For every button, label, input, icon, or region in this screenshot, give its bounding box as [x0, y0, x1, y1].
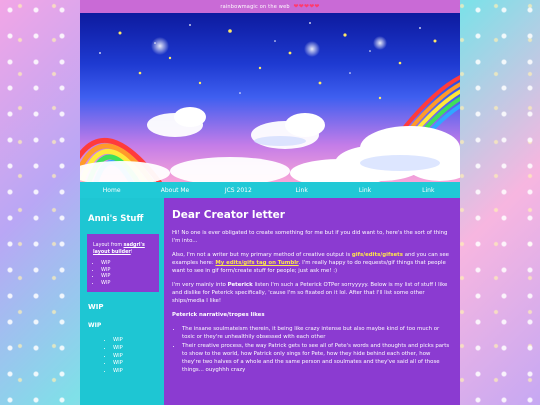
list-item: • WIP [113, 337, 159, 345]
sidebar-list [87, 337, 159, 376]
rainbow-sky-illustration [80, 13, 460, 182]
main-area [80, 198, 460, 405]
top-nav [80, 182, 460, 198]
likes-list [172, 325, 450, 374]
peterick-paragraph [172, 281, 450, 305]
sidebar-section-subtitle: WIP [88, 322, 102, 329]
sidebar [80, 198, 162, 405]
likes-subheading: Peterick narrative/tropes likes [172, 312, 265, 318]
top-bar-text: rainbowmagic on the web [220, 4, 290, 10]
list-item: • WIP [101, 267, 155, 274]
layout-builder-link[interactable]: sadgrl's layout builder [93, 243, 145, 255]
edits-highlight: gifs/edits/gifsets [351, 252, 403, 258]
nav-about-me[interactable]: About Me [160, 186, 190, 194]
sidebar-section-title: WIP [88, 303, 104, 311]
nav-link-2[interactable]: Link [358, 186, 372, 194]
list-item: • WIP [113, 345, 159, 353]
sidebar-box-list [93, 260, 155, 286]
list-item: • WIP [113, 353, 159, 361]
list-item: • WIP [101, 260, 155, 267]
peterick-text-a: I'm very mainly into [172, 282, 226, 288]
list-item: • WIP [113, 368, 159, 376]
edits-text-c: . I'm really happy to do requests/gif things that people want to see in gif form/create stuff for people; just ask me! :) [172, 260, 446, 274]
edits-text-b: and you can see examples here: [172, 252, 449, 266]
top-bar [80, 0, 460, 13]
edits-paragraph [172, 251, 450, 275]
list-item: • WIP [113, 360, 159, 368]
hearts-icon: ❤❤❤❤❤ [293, 3, 320, 10]
list-item: • WIP [101, 280, 155, 287]
nav-link-1[interactable]: Link [295, 186, 308, 194]
list-item: • The insane soulmateism therein, it being like crazy intense but also maybe kind of too much or toxic or they're unhealthily obsessed with each other [182, 325, 450, 341]
nav-jcs-2012[interactable]: JCS 2012 [224, 186, 252, 194]
intro-paragraph: Hi! No one is ever obligated to create something for me but if you did want to, here's the sort of thing I'm into... [172, 230, 448, 244]
edits-text-a: Also, I'm not a writer but my primary method of creative output is [172, 252, 351, 258]
sidebar-title: Anni's Stuff [88, 214, 144, 224]
peterick-text-b: listen I'm such a Peterick OTPer sorryyyyy. Below is my list of stuff I like and dislike for Peterick specifically, 'cause I'm so fixated on it lol. After that I'll list some other ships/media I like! [172, 282, 448, 304]
content-panel [164, 198, 460, 405]
sidebar-box [87, 234, 159, 292]
nav-home[interactable]: Home [102, 186, 121, 194]
list-item: • WIP [101, 273, 155, 280]
page-container [80, 0, 460, 405]
page-title: Dear Creator letter [172, 209, 285, 221]
header-banner [80, 13, 460, 182]
list-item: • Their creative process, the way Patrick gets to see all of Pete's words and thoughts and picks parts to show to the world, how Patrick only sings for Pete, how they hide behind each other, how they're two halves of a whole and the same person and soulmates and they've said all of those things... ouyghhh crazy [182, 342, 450, 374]
nav-link-3[interactable]: Link [422, 186, 435, 194]
tumblr-tag-link[interactable]: My edits/gifs tag on Tumblr [215, 260, 299, 266]
layout-credit-prefix: Layout from [93, 243, 122, 248]
peterick-bold: Peterick [227, 282, 253, 288]
layout-credit-suffix: ! [130, 250, 133, 255]
